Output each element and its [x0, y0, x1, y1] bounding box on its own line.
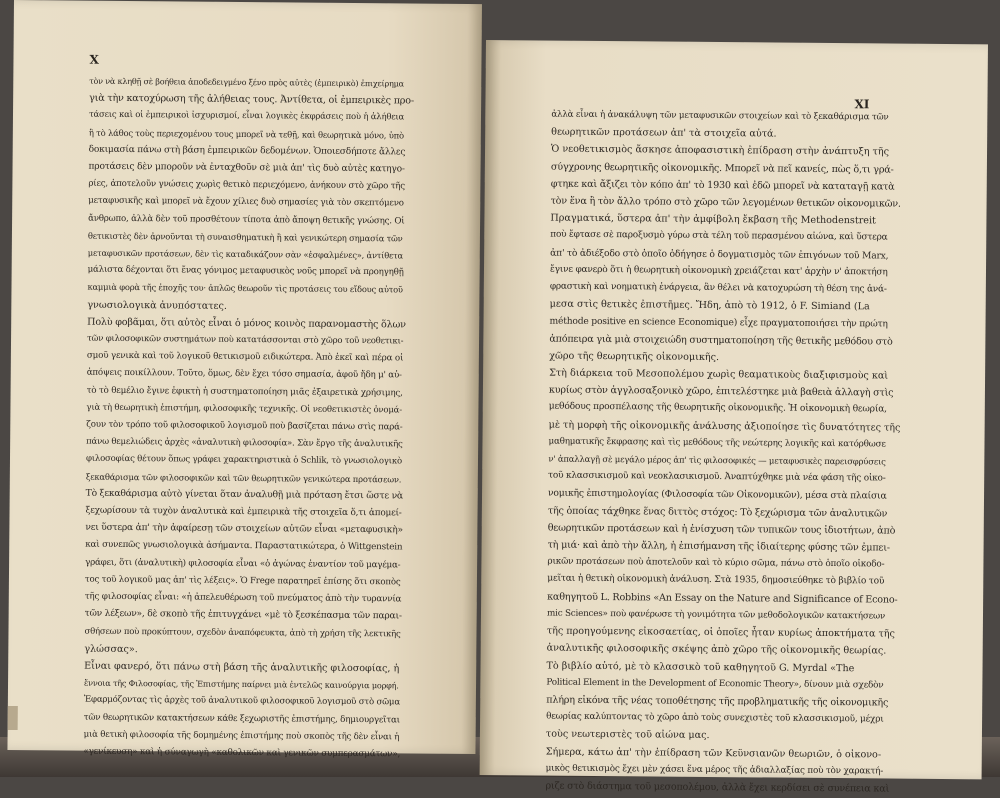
right-page-text — [545, 107, 903, 798]
text-line: τος τοῦ λογικοῦ μας ἀπ' τὶς λέξεις». Ὁ Frege παρατηρεῖ ἐπίσης ὅτι σκοπὸς — [84, 574, 401, 588]
text-line: ἄνθρωπο, ἀλλὰ δὲν τοῦ προσθέτουν τίποτα ἀπὸ ἄποψη θετικῆς γνώσης. Οἱ — [88, 213, 405, 227]
text-line: τῶν θεωρητικῶν κατακτήσεων κάθε ξεχωριστῆς ἐπιστήμης, δημιουργεῖται — [83, 712, 400, 725]
text-line: mic Sciences» ποὺ φανέρωσε τὴ γονιμότητα τῶν μεθοδολογικῶν κατακτήσεων — [546, 608, 886, 622]
text-line: γιὰ τὴν κατοχύρωση τῆς ἀλήθειας τους. Ἀντίθετα, οἱ ἐμπειρικὲς προ- — [89, 92, 414, 107]
text-line: ζουν τὸν τρόπο τοῦ φιλοσοφικοῦ λογισμοῦ ποὺ βασίζεται πάνω στὶς παρά- — [86, 419, 403, 433]
text-line: Ἐφαρμόζοντας τὶς ἀρχὲς τοῦ ἀναλυτικοῦ φιλοσοφικοῦ λογισμοῦ στὸ σῶμα — [83, 694, 400, 708]
text-line: σθήσεων ποὺ προκύπτουν, σχεδὸν ἀναπόφευκτα, ἀπὸ τὴ χρήση τῆς λεκτικῆς — [84, 626, 401, 639]
text-line: γιὰ τὴ θεωρητικὴ ἐπιστήμη, φιλοσοφικῆς τεχνικῆς. Οἱ νεοθετικιστὲς ὀνομά- — [86, 402, 402, 416]
text-line: μεῖται ἡ θετικὴ οἰκονομικὴ ἀνάλυση. Στὰ 1935, δημοσιεύθηκε τὸ βιβλίο τοῦ — [547, 574, 885, 587]
text-line: Στὴ διάρκεια τοῦ Μεσοπολέμου χωρὶς θεαματικοὺς διαξιφισμοὺς καὶ — [549, 367, 889, 382]
text-line: σύγχρονης θεωρητικῆς οἰκονομικῆς. Μπορεῖ νὰ πεῖ κανείς, πὼς ὅ,τι γρά- — [550, 161, 894, 176]
text-line: ἔγινε φανερὸ ὅτι ἡ θεωρητικὴ οἰκονομικὴ χρειάζεται κατ' ἀρχὴν ν' ἀποκτήση — [549, 264, 888, 278]
text-line: φτηκε καὶ ἄξιζει τὸν κόπο ἀπ' τὸ 1930 καὶ ἐδῶ μπορεῖ νὰ καταταγῇ κατὰ — [550, 178, 895, 193]
text-line: Σήμερα, κάτω ἀπ' τὴν ἐπίδραση τῶν Κεϋνσιανῶν θεωριῶν, ὁ οἰκονο- — [545, 746, 882, 760]
text-line: μιὰ θετικὴ φιλοσοφία τῆς δομημένης ἐπιστήμης ποὺ σκοπὸς τῆς δὲν εἶναι ἡ — [83, 729, 400, 743]
text-line: τῆς ὁποίας τάχθηκε ἕνας διττὸς στόχος: Τὸ ξεχώρισμα τῶν ἀναλυτικῶν — [547, 505, 888, 520]
text-line: Political Element in the Development of Economic Theory», δίνουν μιὰ σχεδὸν — [546, 677, 884, 691]
text-line: δοκιμασία πάνω στὴ βάση ἐμπειρικῶν δεδομένων. Ὁποιεσδήποτε ἄλλες — [88, 144, 406, 158]
text-line: θετικιστὲς δὲν ἀρνοῦνται τὴ συναισθηματικὴ ἢ καὶ γενικώτερη σημασία τῶν — [87, 230, 403, 244]
left-page — [7, 0, 482, 760]
text-line: καμμιὰ φορὰ τῆς ἐποχῆς του· ἁπλῶς θεωροῦν τὶς προτάσεις του εἴδους αὐτοῦ — [87, 282, 403, 295]
text-line: μαθηματικῆς ἔκφρασης καὶ τὶς μεθόδους τῆς νεώτερης λογικῆς καὶ κατόρθωσε — [548, 436, 886, 450]
text-line: «γενίκευση» καὶ ἡ σύναγωγὴ «καθολικῶν καὶ γενικῶν συμπερασμάτων», — [83, 746, 401, 760]
text-line: τὸν νὰ κληθῇ σὲ βοήθεια ἀποδεδειγμένο ξένο πρὸς αὐτὲς (ἐμπειρικὸ) ἐπιχείρημα — [89, 76, 404, 89]
text-line: Πολὺ φοβᾶμαι, ὅτι αὐτὸς εἶναι ὁ μόνος κοινὸς παρανομαστὴς ὅλων — [87, 316, 406, 331]
text-line: τῶν λέξεων», δὲ σκοπὸ τῆς ἐπιτυγχάνει «μὲ τὸ ξεσκέπασμα τῶν παραι- — [84, 608, 402, 622]
text-line: ρικῶν προτάσεων ποὺ ἀποτελοῦν καὶ τὸ κύριο σῶμα, πάνω στὸ ὁποῖο οἰκοδο- — [547, 556, 885, 570]
page-tab-marker — [8, 706, 18, 730]
text-line: μεταφυσικῆς καὶ μπορεῖ νὰ ἔχουν χίλιες δυὸ σημασίες γιὰ τὸν σκεπτόμενο — [88, 196, 404, 209]
text-line: μάλιστα δέχονται ὅτι ἔνας γόνιμος μεταφυσικὸς νοῦς μπορεῖ νὰ προηγηθῇ — [87, 264, 404, 278]
text-line: τὸν ἕνα ἢ τὸν ἄλλο τρόπο στὸ χῶρο τῶν λεγομένων θετικῶν οἰκονομικῶν. — [550, 195, 901, 210]
text-line: τῆς προηγούμενης εἰκοσαετίας, οἱ ὁποῖες ἦταν κυρίως ἀποκτήματα τῆς — [546, 625, 895, 640]
text-line: νει ὕστερα ἀπ' τὴν ἀφαίρεσῃ τῶν στοιχείων αὐτῶν εἶναι «μεταφυσικὴ» — [85, 522, 403, 536]
text-line: προτάσεις δὲν μποροῦν νὰ ἐνταχθοῦν σὲ μιὰ ἀπ' τὶς δυὸ αὐτὲς κατηγο- — [88, 161, 405, 175]
text-line: ἢ τὸ λάθος τοὺς περιεχομένου τους μπορεῖ νὰ τεθῇ, καὶ θεωρητικὰ μόνο, ὑπὸ — [88, 127, 404, 141]
text-line: Πραγματικά, ὕστερα ἀπ' τὴν ἀμφίβολη ἔκβαση τῆς Methodenstreit — [550, 212, 876, 227]
text-line: πλήρη εἰκόνα τῆς νέας τοποθέτησης τῆς προβληματικῆς τῆς οἰκονομικῆς — [546, 694, 889, 709]
text-line: ν' ἀπαλλαγῇ σὲ μεγάλο μέρος ἀπ' τὶς φιλοσοφικές — μεταφυσικὲς παρεισφρύσεις — [548, 453, 886, 467]
text-line: Τὸ ξεκαθάρισμα αὐτὸ γίνεται ὅταν ἀναλυθῇ μιὰ πρόταση ἔτσι ὥστε νὰ — [85, 488, 403, 502]
left-page-text — [83, 73, 419, 764]
text-line: φιλοσοφίας θέτουν ὅπως γράφει χαρακτηριστικὰ ὁ Schlik, τὸ γνωσιολογικὸ — [85, 454, 402, 467]
text-line: Ὁ νεοθετικισμὸς ἄσκησε ἀποφασιστικὴ ἐπίδραση στὴν ἀνάπτυξη τῆς — [550, 143, 890, 158]
text-line: méthode positive en science Economique) εἶχε πραγματοποιήσει τὴν πρώτη — [549, 316, 888, 330]
text-line: ἀπόψεις ποικίλλουν. Τοῦτο, ὅμως, δὲν ἔχει τόσο σημασία, ἀφοῦ ἤδη μ' αὐ- — [86, 368, 402, 381]
right-page — [480, 40, 988, 795]
text-line: χῶρο τῆς θεωρητικῆς οἰκονομικῆς. — [549, 350, 720, 363]
text-line: καθηγητοῦ L. Robbins «An Essay on the Nature and Significance of Econo- — [547, 591, 898, 606]
text-line: ρίες, ἀποτελοῦν γνώσεις χωρὶς θετικὸ περιεχόμενο, ἀνήκουν στὸ χῶρο τῆς — [88, 178, 405, 192]
text-line: μὲ τὴ μορφὴ τῆς οἰκονομικῆς ἀνάλυσης ἀξιοποίησε τὶς δυνατότητες τῆς — [548, 419, 901, 434]
text-line: φραστικὴ καὶ νοηματικὴ ἐνάργεια, ἂν θέλει νὰ κατοχυρώση τὴ θέση της ἀνά- — [549, 281, 887, 295]
text-line: τῆς φιλοσοφίας εἶναι: «ἡ ἀπελευθέρωση τοῦ πνεύματος ἀπὸ τὴν τυραννία — [84, 591, 402, 605]
text-line: τοὺς νεωτεριστὲς τοῦ αἰώνα μας. — [545, 728, 710, 742]
text-line: Τὸ βιβλίο αὐτό, μὲ τὸ κλασσικὸ τοῦ καθηγητοῦ G. Myrdal «The — [546, 660, 855, 674]
text-line: ἀλλὰ εἶναι ἡ ἀνακάλυψη τῶν μεταφυσικῶν στοιχείων καὶ τὸ ξεκαθάρισμα τῶν — [551, 109, 889, 123]
text-line: γράφει, ὅτι (ἀναλυτικὴ) φιλοσοφία εἶναι «ὁ ἀγώνας ἐναντίον τοῦ μαγέμα- — [85, 557, 401, 571]
text-line: πάνω θεμελιώδεις ἀρχὲς «ἀναλυτικὴ φιλοσοφία». Σὰν ἔργο τῆς ἀναλυτικῆς — [86, 436, 403, 450]
text-line: θεωρίας καλύπτοντας τὸ χῶρο ἀπὸ τοὺς συνεχιστὲς τοῦ κλασσικισμοῦ, μέχρι — [546, 711, 884, 725]
text-line: ξεχωρίσουν τὰ τυχὸν ἀναλυτικὰ καὶ ἐμπειρικὰ τῆς στοιχεῖα ὅ,τι ἀπομεί- — [85, 505, 402, 519]
text-line: μεταφυσικῶν προτάσεων, δὲν τὶς καταδικάζουν σὰν «ἐσφαλμένες», ἀντίθετα — [87, 247, 404, 261]
text-line: θεωρητικῶν προτάσεων ἀπ' τὰ στοιχεῖα αὐτά. — [551, 126, 777, 140]
text-line: τὴ μιά· καὶ ἀπὸ τὴν ἄλλη, ἡ ἐπισήμανση τῆς ἰδιαίτερης φύσης τῶν ἐμπει- — [547, 539, 890, 554]
text-line: μικὸς θετικισμὸς ἔχει μὲν χάσει ἕνα μέρος τῆς ἀδιαλλαξίας ποὺ τὸν χαρακτή- — [545, 763, 884, 777]
text-line: νομικῆς ἐπιστημολογίας (Φιλοσοφία τῶν Οἰκονομικῶν), μέσα στὰ πλαίσια — [547, 488, 887, 502]
text-line: γλώσσας». — [84, 643, 138, 655]
text-line: ποὺ ἔφτασε σὲ παροξυσμὸ γύρω στὰ τέλη τοῦ περασμένου αἰώνα, καὶ ὕστερα — [550, 229, 888, 243]
text-line: σμοῦ γενικὰ καὶ τοῦ λογικοῦ θετικισμοῦ ειδικώτερα. Ἀπὸ ἐκεῖ καὶ πέρα οἱ — [86, 350, 404, 364]
text-line: ἀπόπειρα γιὰ μιὰ στοιχειώδη συστηματοποίηση τῆς θετικῆς μεθόδου στὸ — [549, 333, 893, 348]
text-line: ἀπ' τὸ ἀδιέξοδο στὸ ὁποῖο ὁδήγησε ὁ δογματισμὸς τῶν ἐπιγόνων τοῦ Marx, — [550, 247, 889, 262]
text-line: Εἶναι φανερό, ὅτι πάνω στὴ βάση τῆς ἀναλυτικῆς φιλοσοφίας, ἡ — [84, 660, 400, 675]
text-line: ἀναλυτικῆς φιλοσοφικῆς σκέψης ἀπὸ χῶρο τῆς οἰκονομικῆς θεωρίας. — [546, 642, 887, 657]
text-line: τοῦ κλασσικισμοῦ καὶ νεοκλασικισμοῦ. Ἀναπτύχθηκε μιὰ νέα φάση τῆς οἰκο- — [548, 470, 886, 484]
text-line: θεωρητικῶν προτάσεων καὶ ἡ ἐνίσχυση τῶν τυπικῶν τους ἰδιοτήτων, ἀπὸ — [547, 522, 896, 537]
text-line: μεσα στὶς θετικὲς ἐπιστῆμες. Ἤδη, ἀπὸ τὸ 1912, ὁ F. Simiand (La — [549, 298, 870, 313]
right-page-number: XI — [854, 97, 870, 112]
text-line: ἔννοια τῆς Φιλοσοφίας, τῆς Ἐπιστήμης παίρνει μιὰ ἐντελῶς καινούργια μορφή. — [84, 677, 399, 691]
text-line: καὶ συνεπῶς γνωσιολογικὰ ἀσήμαντα. Παραστατικώτερα, ὁ Wittgenstein — [85, 540, 403, 553]
text-line: τὸ τὸ θεμέλιο ἔγινε ἐφικτὴ ἡ συστηματοποίηση μιᾶς ἐξαιρετικὰ χρήσιμης, — [86, 385, 403, 399]
text-line: τῶν φιλοσοφικῶν συστημάτων ποὺ κατατάσσονται στὸ χῶρο τοῦ νεοθετικι- — [87, 333, 404, 347]
text-line: τάσεις καὶ οἱ ἐμπειρικοὶ ἰσχυρισμοί, εἶναι λογικὲς ἐκφράσεις ποὺ ἡ ἀλήθεια — [88, 110, 405, 123]
text-line: ξεκαθάρισμα τῶν φιλοσοφικῶν καὶ τῶν θεωρητικῶν γενικώτερα προτάσεων. — [85, 471, 402, 485]
text-line: κυρίως στὸν ἀγγλοσαξονικὸ χῶρο, ἐπιτελέστηκε μιὰ βαθειὰ ἀλλαγὴ στὶς — [548, 384, 894, 399]
text-line: γνωσιολογικὰ ἀνυπόστατες. — [87, 299, 228, 312]
text-line: ριζε στὸ διάστημα τοῦ μεσοπολέμου, ἀλλὰ ἔχει κερδίσει σὲ συνέπεια καὶ — [545, 780, 890, 795]
text-line: μεθόδους προσπέλασης τῆς θεωρητικῆς οἰκονομικῆς. Ἡ οἰκονομικὴ θεωρία, — [548, 402, 887, 415]
left-page-number: X — [89, 52, 99, 67]
